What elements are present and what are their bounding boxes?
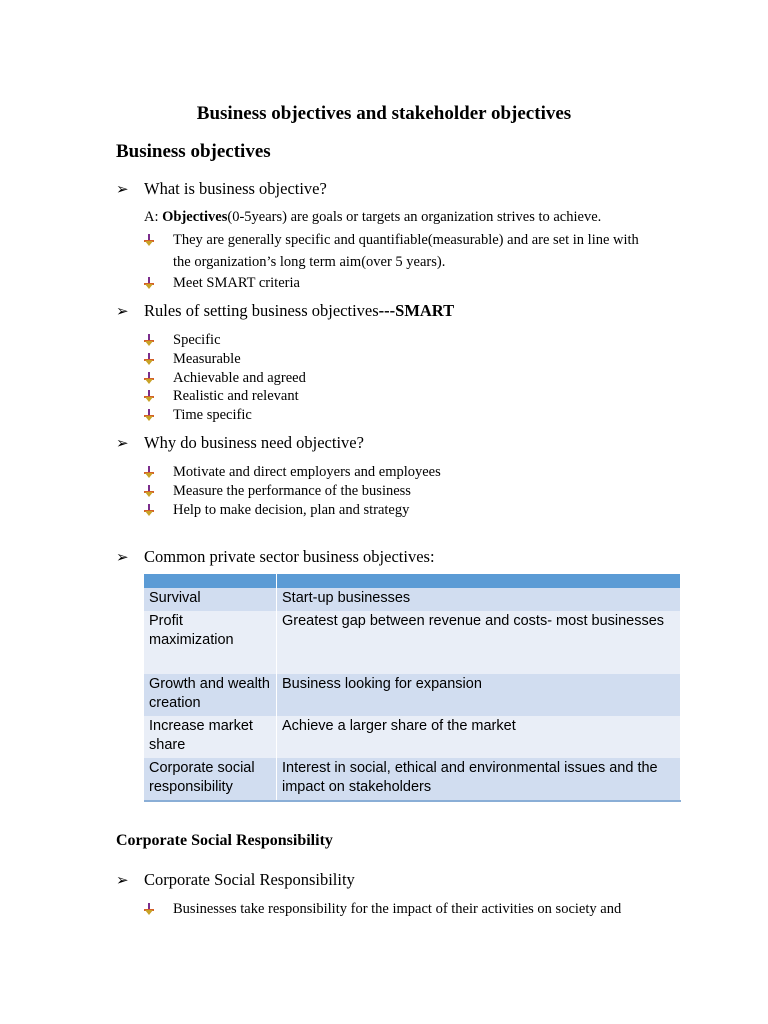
question-csr: ➢ Corporate Social Responsibility <box>116 870 355 889</box>
table-cell-description: Achieve a larger share of the market <box>277 716 681 758</box>
down-arrow-bullet-icon <box>144 466 154 478</box>
down-arrow-bullet-icon <box>144 485 154 497</box>
list-item: Time specific <box>144 406 252 425</box>
table-header-row <box>144 574 681 588</box>
down-arrow-bullet-icon <box>144 353 154 365</box>
list-item: Help to make decision, plan and strategy <box>144 501 409 520</box>
table-cell-objective: Growth and wealth creation <box>144 674 277 716</box>
question-why-objective: ➢ Why do business need objective? <box>116 433 364 452</box>
table-row <box>144 758 681 801</box>
down-arrow-bullet-icon <box>144 372 154 384</box>
table-cell-description: Business looking for expansion <box>277 674 681 716</box>
list-item: Measurable <box>144 350 241 369</box>
question-common-objectives: ➢ Common private sector business objectives: <box>116 547 435 566</box>
table-row <box>144 674 681 716</box>
table-cell-objective: Survival <box>144 588 277 611</box>
down-arrow-bullet-icon <box>144 409 154 421</box>
section-heading-business-objectives: Business objectives <box>116 141 271 162</box>
down-arrow-bullet-icon <box>144 334 154 346</box>
down-arrow-bullet-icon <box>144 504 154 516</box>
objectives-table <box>144 574 681 802</box>
table-cell-description: Start-up businesses <box>277 588 681 611</box>
arrow-bullet-icon: ➢ <box>116 182 129 198</box>
down-arrow-bullet-icon <box>144 234 154 246</box>
table-cell-objective: Increase market share <box>144 716 277 758</box>
arrow-bullet-icon: ➢ <box>116 873 129 889</box>
table-cell-objective: Profit maximization <box>144 611 277 674</box>
question-smart-rules: ➢ Rules of setting business objectives---SMART <box>116 301 455 320</box>
arrow-bullet-icon: ➢ <box>116 550 129 566</box>
document-title: Business objectives and stakeholder objectives <box>196 103 572 124</box>
list-item: Businesses take responsibility for the impact of their activities on society and <box>144 900 621 919</box>
list-item: Achievable and agreed <box>144 369 306 388</box>
arrow-bullet-icon: ➢ <box>116 304 129 320</box>
table-row <box>144 716 681 758</box>
list-item: Motivate and direct employers and employees <box>144 463 441 482</box>
list-item: Realistic and relevant <box>144 387 299 406</box>
question-what-is-objective: ➢ What is business objective? <box>116 179 327 198</box>
arrow-bullet-icon: ➢ <box>116 436 129 452</box>
down-arrow-bullet-icon <box>144 390 154 402</box>
list-item: Specific <box>144 331 221 350</box>
answer-paragraph: A: Objectives(0-5years) are goals or targets an organization strives to achieve. <box>144 209 602 225</box>
section-heading-csr: Corporate Social Responsibility <box>116 832 333 849</box>
down-arrow-bullet-icon <box>144 903 154 915</box>
table-row <box>144 611 681 674</box>
down-arrow-bullet-icon <box>144 277 154 289</box>
list-item: Measure the performance of the business <box>144 482 411 501</box>
table-cell-description: Greatest gap between revenue and costs- most businesses <box>277 611 681 674</box>
table-cell-objective: Corporate social responsibility <box>144 758 277 801</box>
table-row <box>144 588 681 611</box>
list-item: Meet SMART criteria <box>144 274 300 293</box>
table-cell-description: Interest in social, ethical and environmental issues and the impact on stakeholders <box>277 758 681 801</box>
list-item: They are generally specific and quantifiable(measurable) and are set in line with the organization’s long term aim(over 5 years). <box>144 231 653 273</box>
